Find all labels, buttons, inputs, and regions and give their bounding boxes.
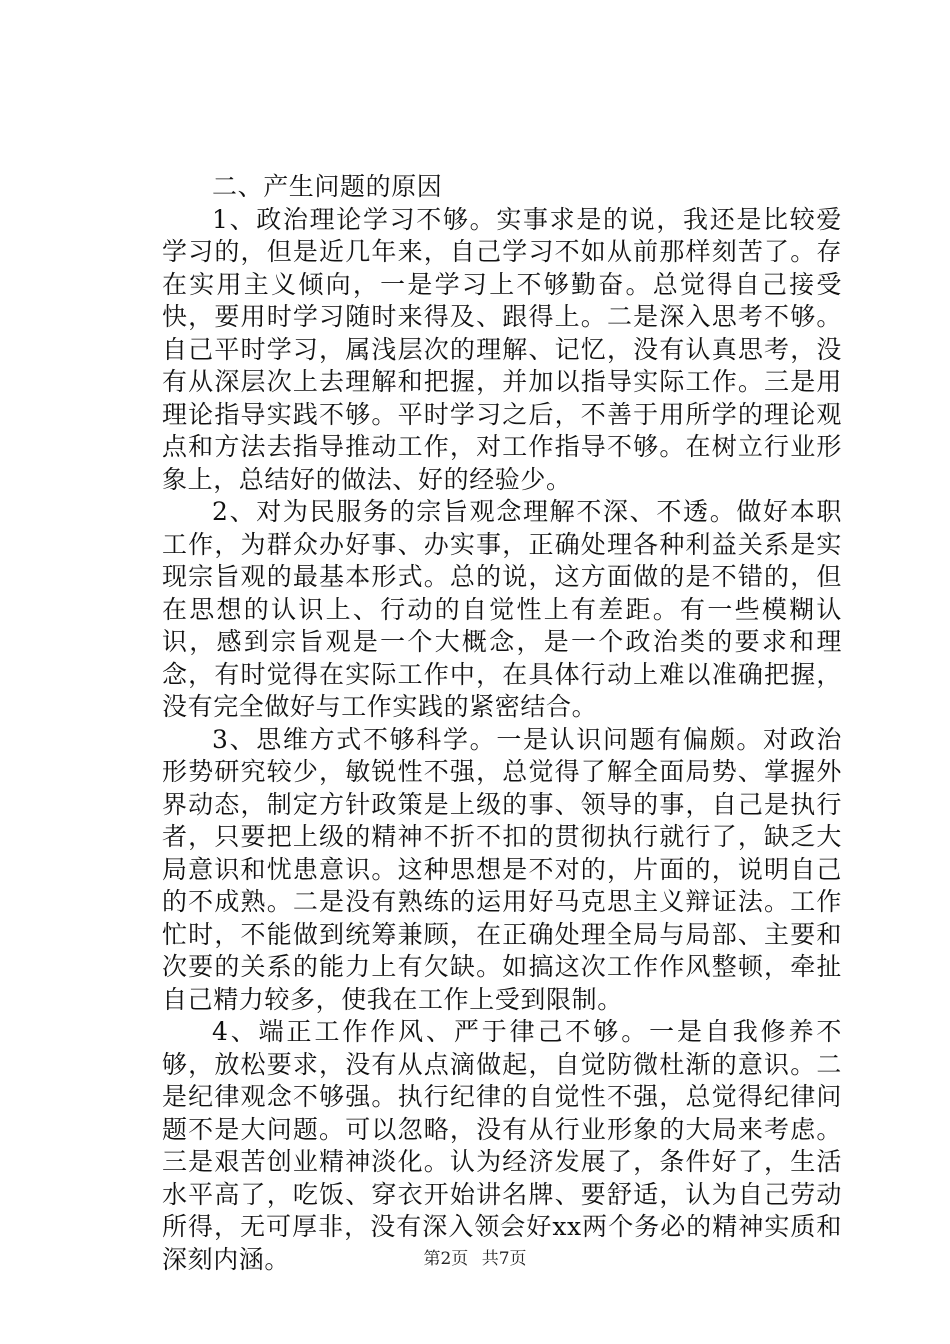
paragraph-4: 4、端正工作作风、严于律己不够。一是自我修养不够，放松要求，没有从点滴做起，自觉防微杜渐的意识。二是纪律观念不够强。执行纪律的自觉性不强，总觉得纪律问题不是大问题。可以忽略，没有从行业形象的大局来考虑。三是艰苦创业精神淡化。认为经济发展了，条件好了，生活水平高了，吃饭、穿衣开始讲名牌、要舒适，认为自己劳动所得，无可厚非，没有深入领会好xx两个务必的精神实质和深刻内涵。 — [162, 1017, 842, 1274]
paragraph-1: 1、政治理论学习不够。实事求是的说，我还是比较爱学习的，但是近几年来，自己学习不如从前那样刻苦了。存在实用主义倾向，一是学习上不够勤奋。总觉得自己接受快，要用时学习随时来得及、跟得上。二是深入思考不够。自己平时学习，属浅层次的理解、记忆，没有认真思考，没有从深层次上去理解和把握，并加以指导实际工作。三是用理论指导实践不够。平时学习之后，不善于用所学的理论观点和方法去指导推动工作，对工作指导不够。在树立行业形象上，总结好的做法、好的经验少。 — [162, 204, 842, 494]
document-body — [162, 171, 842, 1276]
paragraph-2: 2、对为民服务的宗旨观念理解不深、不透。做好本职工作，为群众办好事、办实事，正确处理各种利益关系是实现宗旨观的最基本形式。总的说，这方面做的是不错的，但在思想的认识上、行动的自觉性上有差距。有一些模糊认识，感到宗旨观是一个大概念，是一个政治类的要求和理念，有时觉得在实际工作中，在具体行动上难以准确把握，没有完全做好与工作实践的紧密结合。 — [162, 497, 842, 721]
paragraph-3: 3、思维方式不够科学。一是认识问题有偏颇。对政治形势研究较少，敏锐性不强，总觉得了解全面局势、掌握外界动态，制定方针政策是上级的事、领导的事，自己是执行者，只要把上级的精神不折不扣的贯彻执行就行了，缺乏大局意识和忧患意识。这种思想是不对的，片面的，说明自己的不成熟。二是没有熟练的运用好马克思主义辩证法。工作忙时，不能做到统筹兼顾，在正确处理全局与局部、主要和次要的关系的能力上有欠缺。如搞这次工作作风整顿，牵扯自己精力较多，使我在工作上受到限制。 — [162, 724, 842, 1014]
page-total: 共7页 — [481, 1249, 527, 1269]
section-heading: 二、产生问题的原因 — [212, 172, 443, 201]
page-number: 第2页 — [423, 1249, 469, 1269]
page-footer — [0, 1244, 950, 1269]
